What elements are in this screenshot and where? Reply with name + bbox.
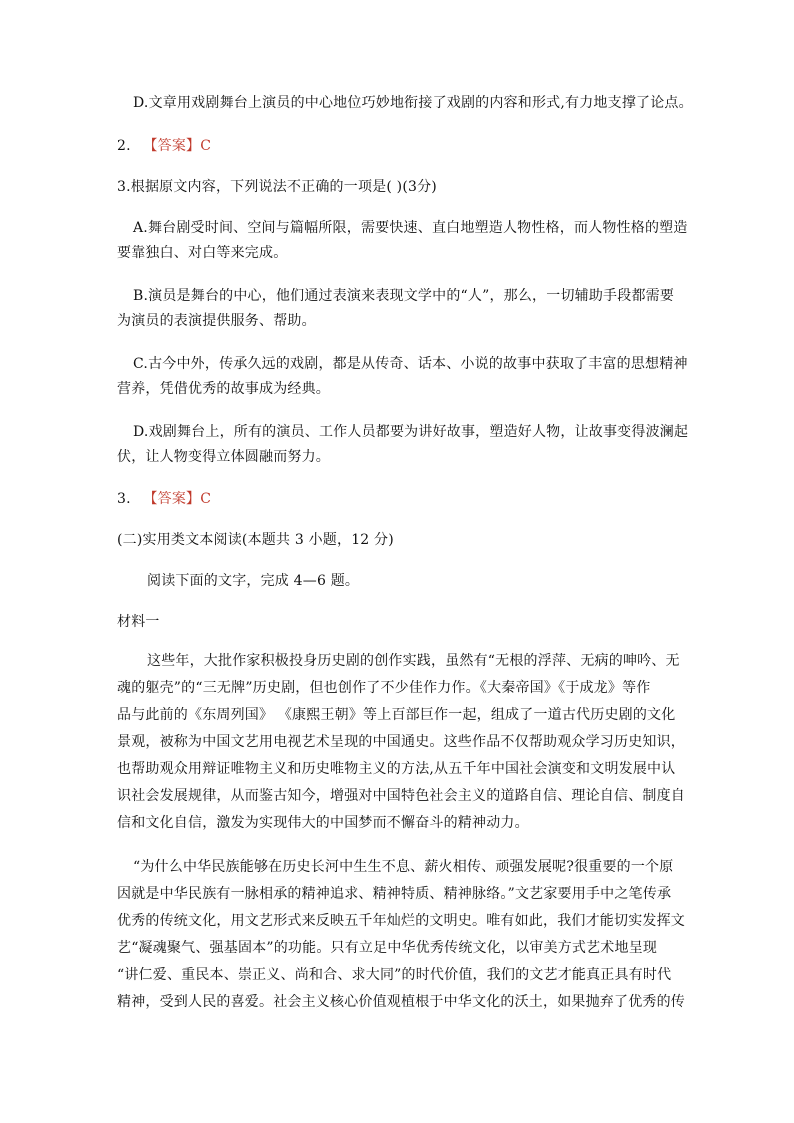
- paragraph-line: 信和文化自信，激发为实现伟大的中国梦而不懈奋斗的精神动力。: [117, 815, 529, 831]
- answer-2: [117, 136, 211, 156]
- q3-option-a-line2: 要靠独白、对白等来完成。: [117, 245, 288, 261]
- paragraph-line: 也帮助观众用辩证唯物主义和历史唯物主义的方法,从五千年中国社会演变和文明发展中认: [117, 761, 676, 777]
- answer-value: C: [200, 138, 212, 154]
- prev-option-d: D.文章用戏剧舞台上演员的中心地位巧妙地衔接了戏剧的内容和形式,有力地支撑了论点。: [133, 95, 693, 111]
- section-heading: (二)实用类文本阅读(本题共 3 小题，12 分): [117, 532, 394, 548]
- paragraph-line: 品与此前的《东周列国》 《康熙王朝》等上百部巨作一起，组成了一道古代历史剧的文化: [117, 707, 676, 723]
- paragraph-line: “为什么中华民族能够在历史长河中生生不息、薪火相传、顽强发展呢?很重要的一个原: [133, 859, 674, 875]
- q3-option-d-line2: 伏，让人物变得立体圆融而努力。: [117, 449, 330, 465]
- answer-tag: 【答案】: [143, 138, 201, 154]
- q3-option-c-line2: 营养，凭借优秀的故事成为经典。: [117, 381, 330, 397]
- paragraph-line: 艺“凝魂聚气、强基固本”的功能。只有立足中华优秀传统文化，以审美方式艺术地呈现: [117, 940, 658, 956]
- q3-option-b-line2: 为演员的表演提供服务、帮助。: [117, 313, 316, 329]
- answer-3: [117, 489, 211, 509]
- q3-option-b-line1: B.演员是舞台的中心，他们通过表演来表现文学中的“人”，那么，一切辅助手段都需要: [133, 288, 675, 304]
- paragraph-line: 精神，受到人民的喜爱。社会主义核心价值观植根于中华文化的沃土，如果抛弃了优秀的传: [117, 994, 685, 1010]
- paragraph-line: 这些年，大批作家积极投身历史剧的创作实践，虽然有“无根的浮萍、无病的呻吟、无: [147, 653, 680, 669]
- answer-number: 3.: [117, 491, 131, 507]
- answer-value: C: [200, 491, 212, 507]
- q3-option-c-line1: C.古今中外，传承久远的戏剧，都是从传奇、话本、小说的故事中获取了丰富的思想精神: [133, 356, 688, 372]
- question-3-stem: 3.根据原文内容，下列说法不正确的一项是( )(3分): [117, 179, 437, 195]
- section-instruction: 阅读下面的文字，完成 4—6 题。: [147, 573, 360, 589]
- paragraph-line: 魂的躯壳”的“三无牌”历史剧，但也创作了不少佳作力作。《大秦帝国》《于成龙》等作: [117, 680, 651, 696]
- answer-tag: 【答案】: [143, 491, 201, 507]
- paragraph-line: 景观，被称为中国文艺用电视艺术呈现的中国通史。这些作品不仅帮助观众学习历史知识，: [117, 734, 685, 750]
- paragraph-line: “讲仁爱、重民本、崇正义、尚和合、求大同”的时代价值，我们的文艺才能真正具有时代: [117, 967, 672, 983]
- paragraph-line: 因就是中华民族有一脉相承的精神追求、精神特质、精神脉络。”文艺家要用手中之笔传承: [117, 886, 672, 902]
- paragraph-line: 优秀的传统文化，用文艺形式来反映五千年灿烂的文明史。唯有如此，我们才能切实发挥文: [117, 913, 685, 929]
- material-title: 材料一: [117, 614, 160, 630]
- paragraph-line: 识社会发展规律，从而鉴古知今，增强对中国特色社会主义的道路自信、理论自信、制度自: [117, 788, 685, 804]
- q3-option-a-line1: A.舞台剧受时间、空间与篇幅所限，需要快速、直白地塑造人物性格，而人物性格的塑造: [133, 220, 688, 236]
- q3-option-d-line1: D.戏剧舞台上，所有的演员、工作人员都要为讲好故事，塑造好人物，让故事变得波澜起: [133, 424, 689, 440]
- answer-number: 2.: [117, 138, 131, 154]
